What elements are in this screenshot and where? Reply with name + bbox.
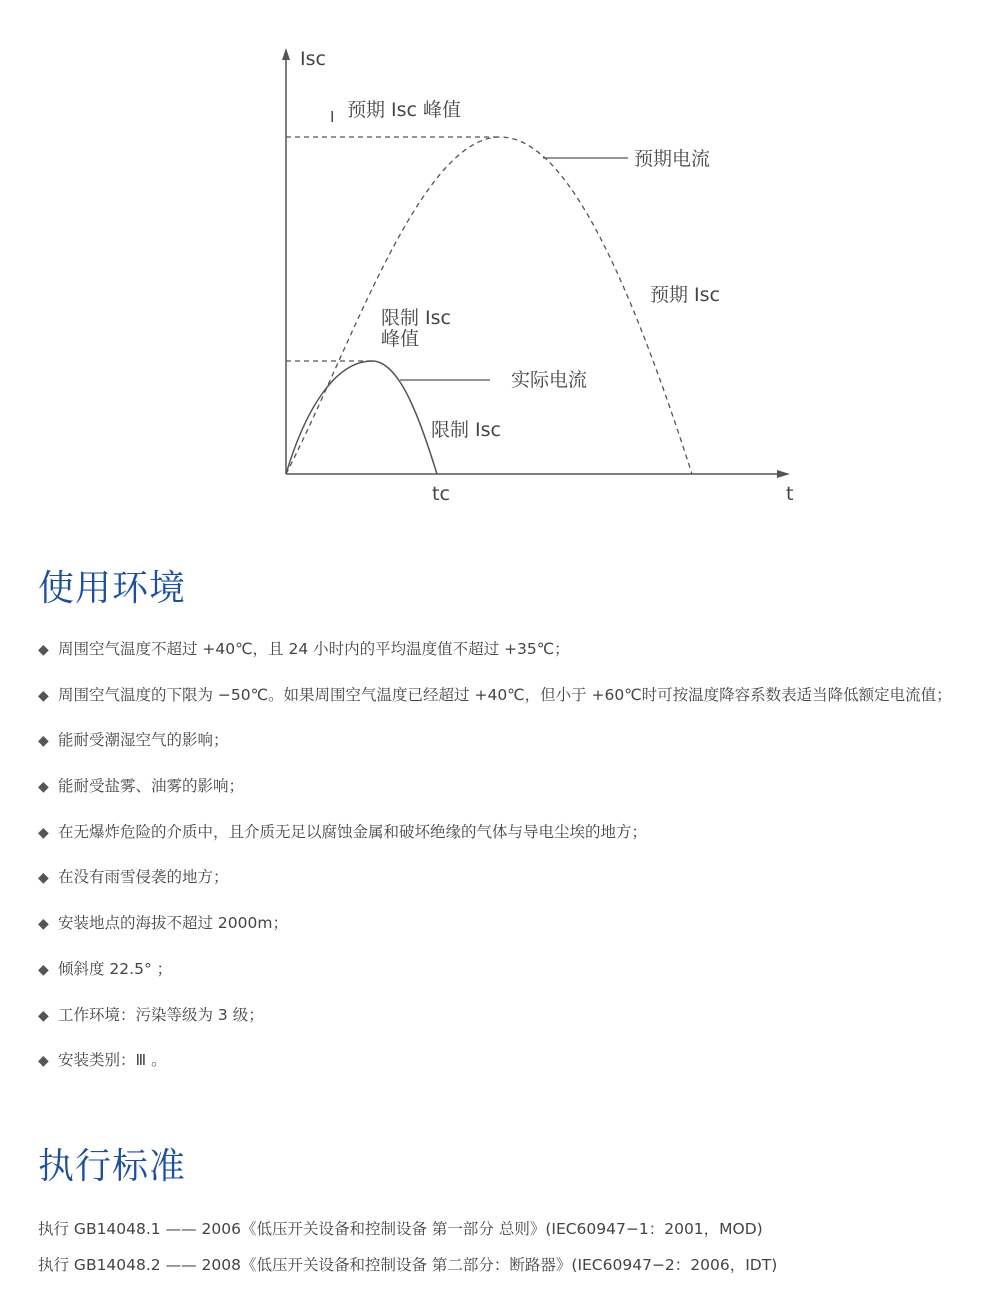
list-item-text: 能耐受潮湿空气的影响； (58, 731, 229, 750)
diamond-bullet-icon: ◆ (38, 916, 49, 933)
list-item-text: 安装类别：Ⅲ 。 (58, 1051, 167, 1070)
diamond-bullet-icon: ◆ (38, 1007, 49, 1024)
list-item-text: 能耐受盐雾、油雾的影响； (58, 777, 245, 796)
list-item-text: 安装地点的海拔不超过 2000m； (58, 914, 288, 933)
list-item-text: 工作环境：污染等级为 3 级； (58, 1005, 264, 1024)
list-item (38, 727, 952, 773)
prospective-isc-label: 预期 Isc (650, 284, 720, 306)
list-item (38, 636, 952, 682)
list-item (38, 819, 952, 865)
x-axis-arrow-icon (777, 470, 790, 478)
standards-list (38, 1216, 777, 1288)
list-item (38, 910, 952, 956)
diamond-bullet-icon: ◆ (38, 642, 49, 658)
list-item: 执行 GB14048.2 —— 2008《低压开关设备和控制设备 第二部分：断路器》(IEC60947−2：2006，IDT) (38, 1256, 778, 1274)
diamond-bullet-icon: ◆ (38, 733, 49, 750)
environment-title: 使用环境 (38, 568, 187, 609)
list-item-text: 在没有雨雪侵袭的地方； (58, 868, 229, 887)
current-limiting-diagram (0, 0, 1000, 520)
diamond-bullet-icon: ◆ (38, 870, 49, 887)
prospective-peak-label: 预期 Isc 峰值 (347, 99, 462, 121)
standards-title: 执行标准 (38, 1146, 187, 1187)
diamond-bullet-icon: ◆ (38, 824, 49, 841)
diamond-bullet-icon: ◆ (38, 1053, 49, 1070)
list-item (38, 864, 952, 910)
y-axis-label: Isc (300, 48, 326, 70)
environment-list (38, 636, 952, 1093)
limited-isc-label: 限制 Isc (431, 419, 501, 441)
prospective-current-label: 预期电流 (634, 148, 711, 170)
diamond-bullet-icon: ◆ (38, 961, 49, 978)
y-axis-arrow-icon (282, 48, 290, 60)
list-item-text: 周围空气温度不超过 +40℃，且 24 小时内的平均温度值不超过 +35℃； (58, 640, 570, 658)
tc-label: tc (432, 483, 450, 505)
actual-current-curve (286, 361, 437, 474)
list-item (38, 682, 952, 728)
list-item (38, 773, 952, 819)
peak-symbol: I (330, 108, 335, 126)
list-item-text: 倾斜度 22.5° ； (58, 959, 173, 978)
list-item (38, 956, 952, 1002)
list-item (38, 1047, 952, 1093)
list-item-text: 在无爆炸危险的介质中，且介质无足以腐蚀金属和破坏绝缘的气体与导电尘埃的地方； (58, 822, 648, 841)
list-item (38, 1002, 952, 1048)
diamond-bullet-icon: ◆ (38, 687, 49, 704)
x-axis-label: t (786, 483, 794, 505)
list-item: 执行 GB14048.1 —— 2006《低压开关设备和控制设备 第一部分 总则》(IEC60947−1：2001，MOD) (38, 1220, 763, 1238)
list-item-text: 周围空气温度的下限为 −50℃。如果周围空气温度已经超过 +40℃，但小于 +60℃时可按温度降容系数表适当降低额定电流值； (58, 685, 952, 704)
limited-peak-label-line1: 限制 Isc (381, 307, 451, 329)
diamond-bullet-icon: ◆ (38, 779, 49, 796)
limited-peak-label-line2: 峰值 (381, 328, 420, 350)
actual-current-label: 实际电流 (511, 369, 588, 391)
